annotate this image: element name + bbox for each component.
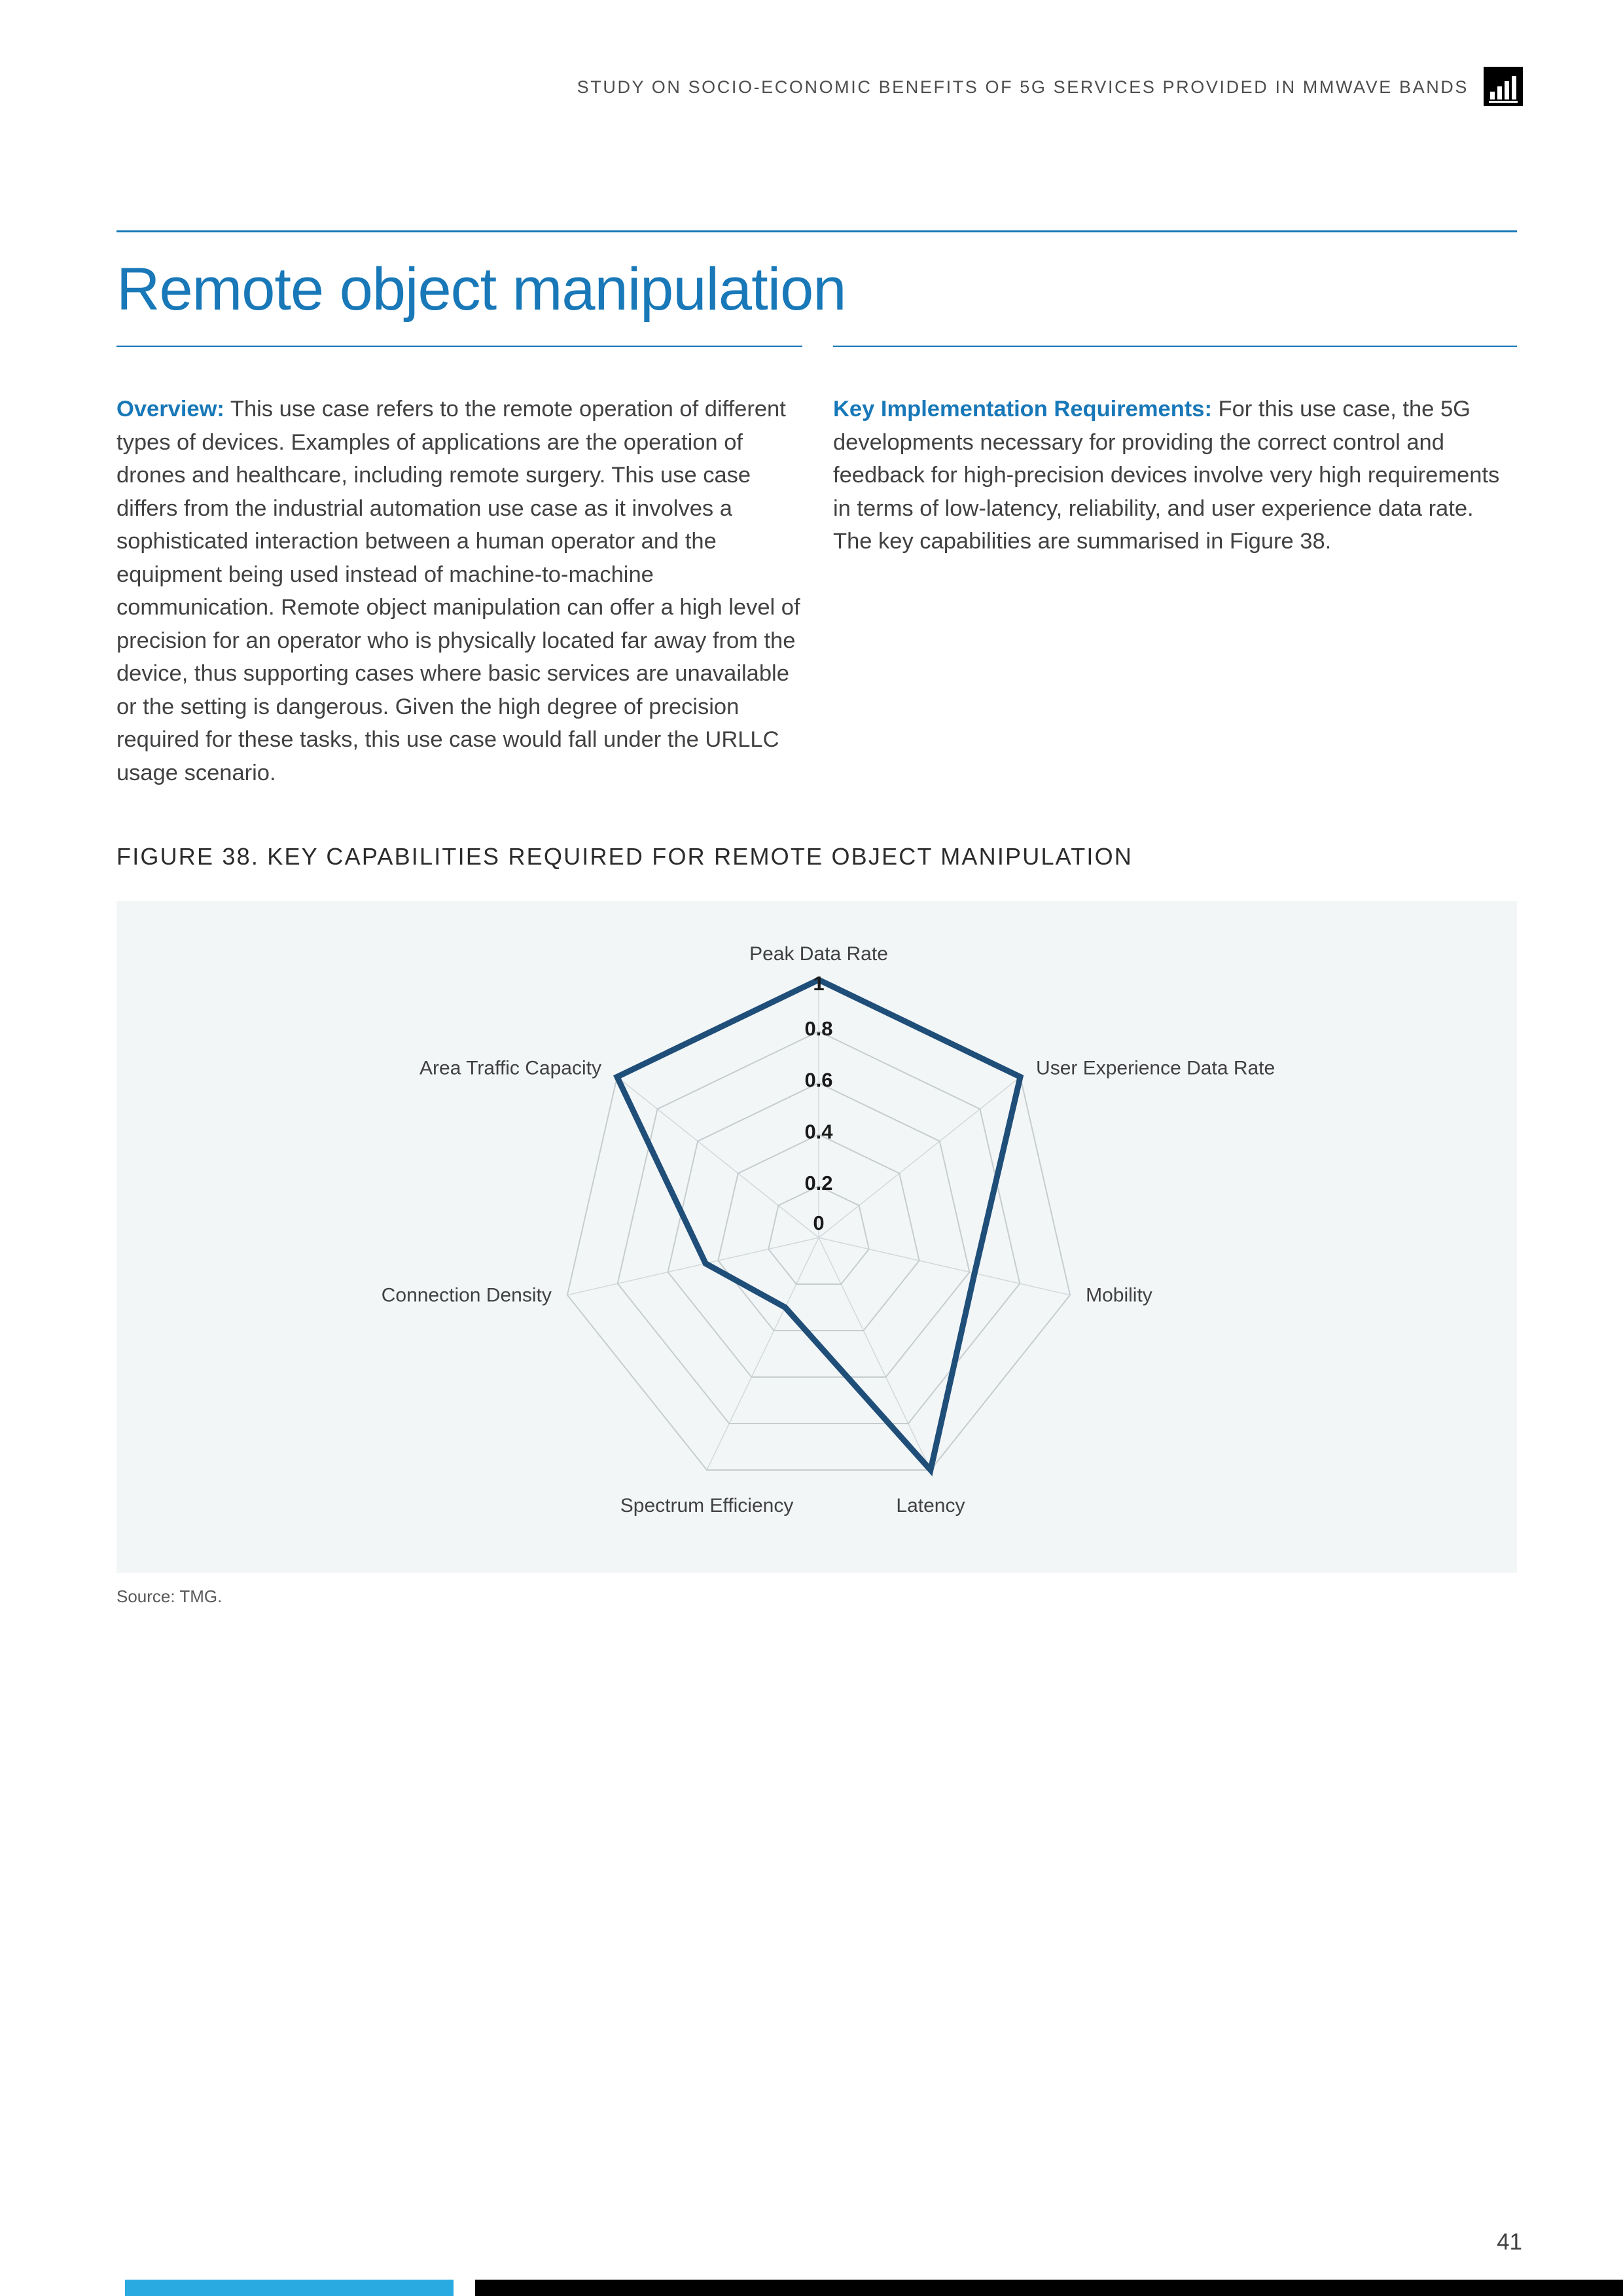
bar-chart-icon — [1490, 76, 1516, 99]
radar-chart — [116, 901, 1517, 1573]
overview-paragraph — [116, 393, 802, 789]
overview-lead: Overview: — [116, 397, 224, 422]
svg-text:0.6: 0.6 — [804, 1068, 833, 1092]
header-logo — [1484, 67, 1523, 106]
svg-text:1: 1 — [813, 972, 825, 995]
svg-text:Latency: Latency — [896, 1494, 965, 1516]
title-rule-left — [116, 346, 802, 347]
figure-caption: FIGURE 38. KEY CAPABILITIES REQUIRED FOR REMOTE OBJECT MANIPULATION — [116, 843, 1133, 870]
title-rule-top — [116, 230, 1517, 232]
svg-text:Area Traffic Capacity: Area Traffic Capacity — [419, 1057, 601, 1079]
requirements-paragraph — [833, 393, 1517, 558]
requirements-lead: Key Implementation Requirements: — [833, 397, 1212, 422]
chart-panel — [116, 901, 1517, 1573]
svg-text:Mobility: Mobility — [1086, 1284, 1152, 1306]
logo-baseline — [1489, 101, 1518, 103]
requirements-body: For this use case, the 5G developments necessary for providing the correct control and feedback for high-precision devices involve very high requirements in terms of low-latency, reliability, and user experience data rate. The key capabilities are summarised in Figure 38. — [833, 397, 1500, 554]
svg-text:User Experience Data Rate: User Experience Data Rate — [1036, 1057, 1275, 1079]
page-title: Remote object manipulation — [116, 256, 846, 323]
title-rule-right — [833, 346, 1517, 347]
svg-text:Connection Density: Connection Density — [381, 1284, 552, 1306]
overview-body: This use case refers to the remote operation of different types of devices. Examples of applications are the operation of drones and healthcare, including remote surgery. This use case differs from the industrial automation use case as it involves a sophisticated interaction between a human operator and the equipment being used instead of machine-to-machine communication. Remote object manipulation can offer a high level of precision for an operator who is physically located far away from the device, thus supporting cases where basic services are unavailable or the setting is dangerous. Given the high degree of precision required for these tasks, this use case would fall under the URLLC usage scenario. — [116, 397, 800, 785]
header-title: STUDY ON SOCIO-ECONOMIC BENEFITS OF 5G SERVICES PROVIDED IN MMWAVE BANDS — [577, 77, 1469, 97]
footer-cyan-bar — [125, 2280, 454, 2296]
svg-text:Spectrum Efficiency: Spectrum Efficiency — [620, 1494, 794, 1516]
svg-text:0.2: 0.2 — [804, 1172, 833, 1195]
page-number: 41 — [1497, 2229, 1522, 2255]
svg-text:Peak Data Rate: Peak Data Rate — [749, 943, 888, 965]
svg-text:0.4: 0.4 — [804, 1120, 833, 1143]
source-note: Source: TMG. — [116, 1587, 223, 1606]
footer-black-bar — [475, 2280, 1623, 2296]
svg-text:0: 0 — [813, 1211, 825, 1234]
svg-text:0.8: 0.8 — [804, 1016, 833, 1040]
